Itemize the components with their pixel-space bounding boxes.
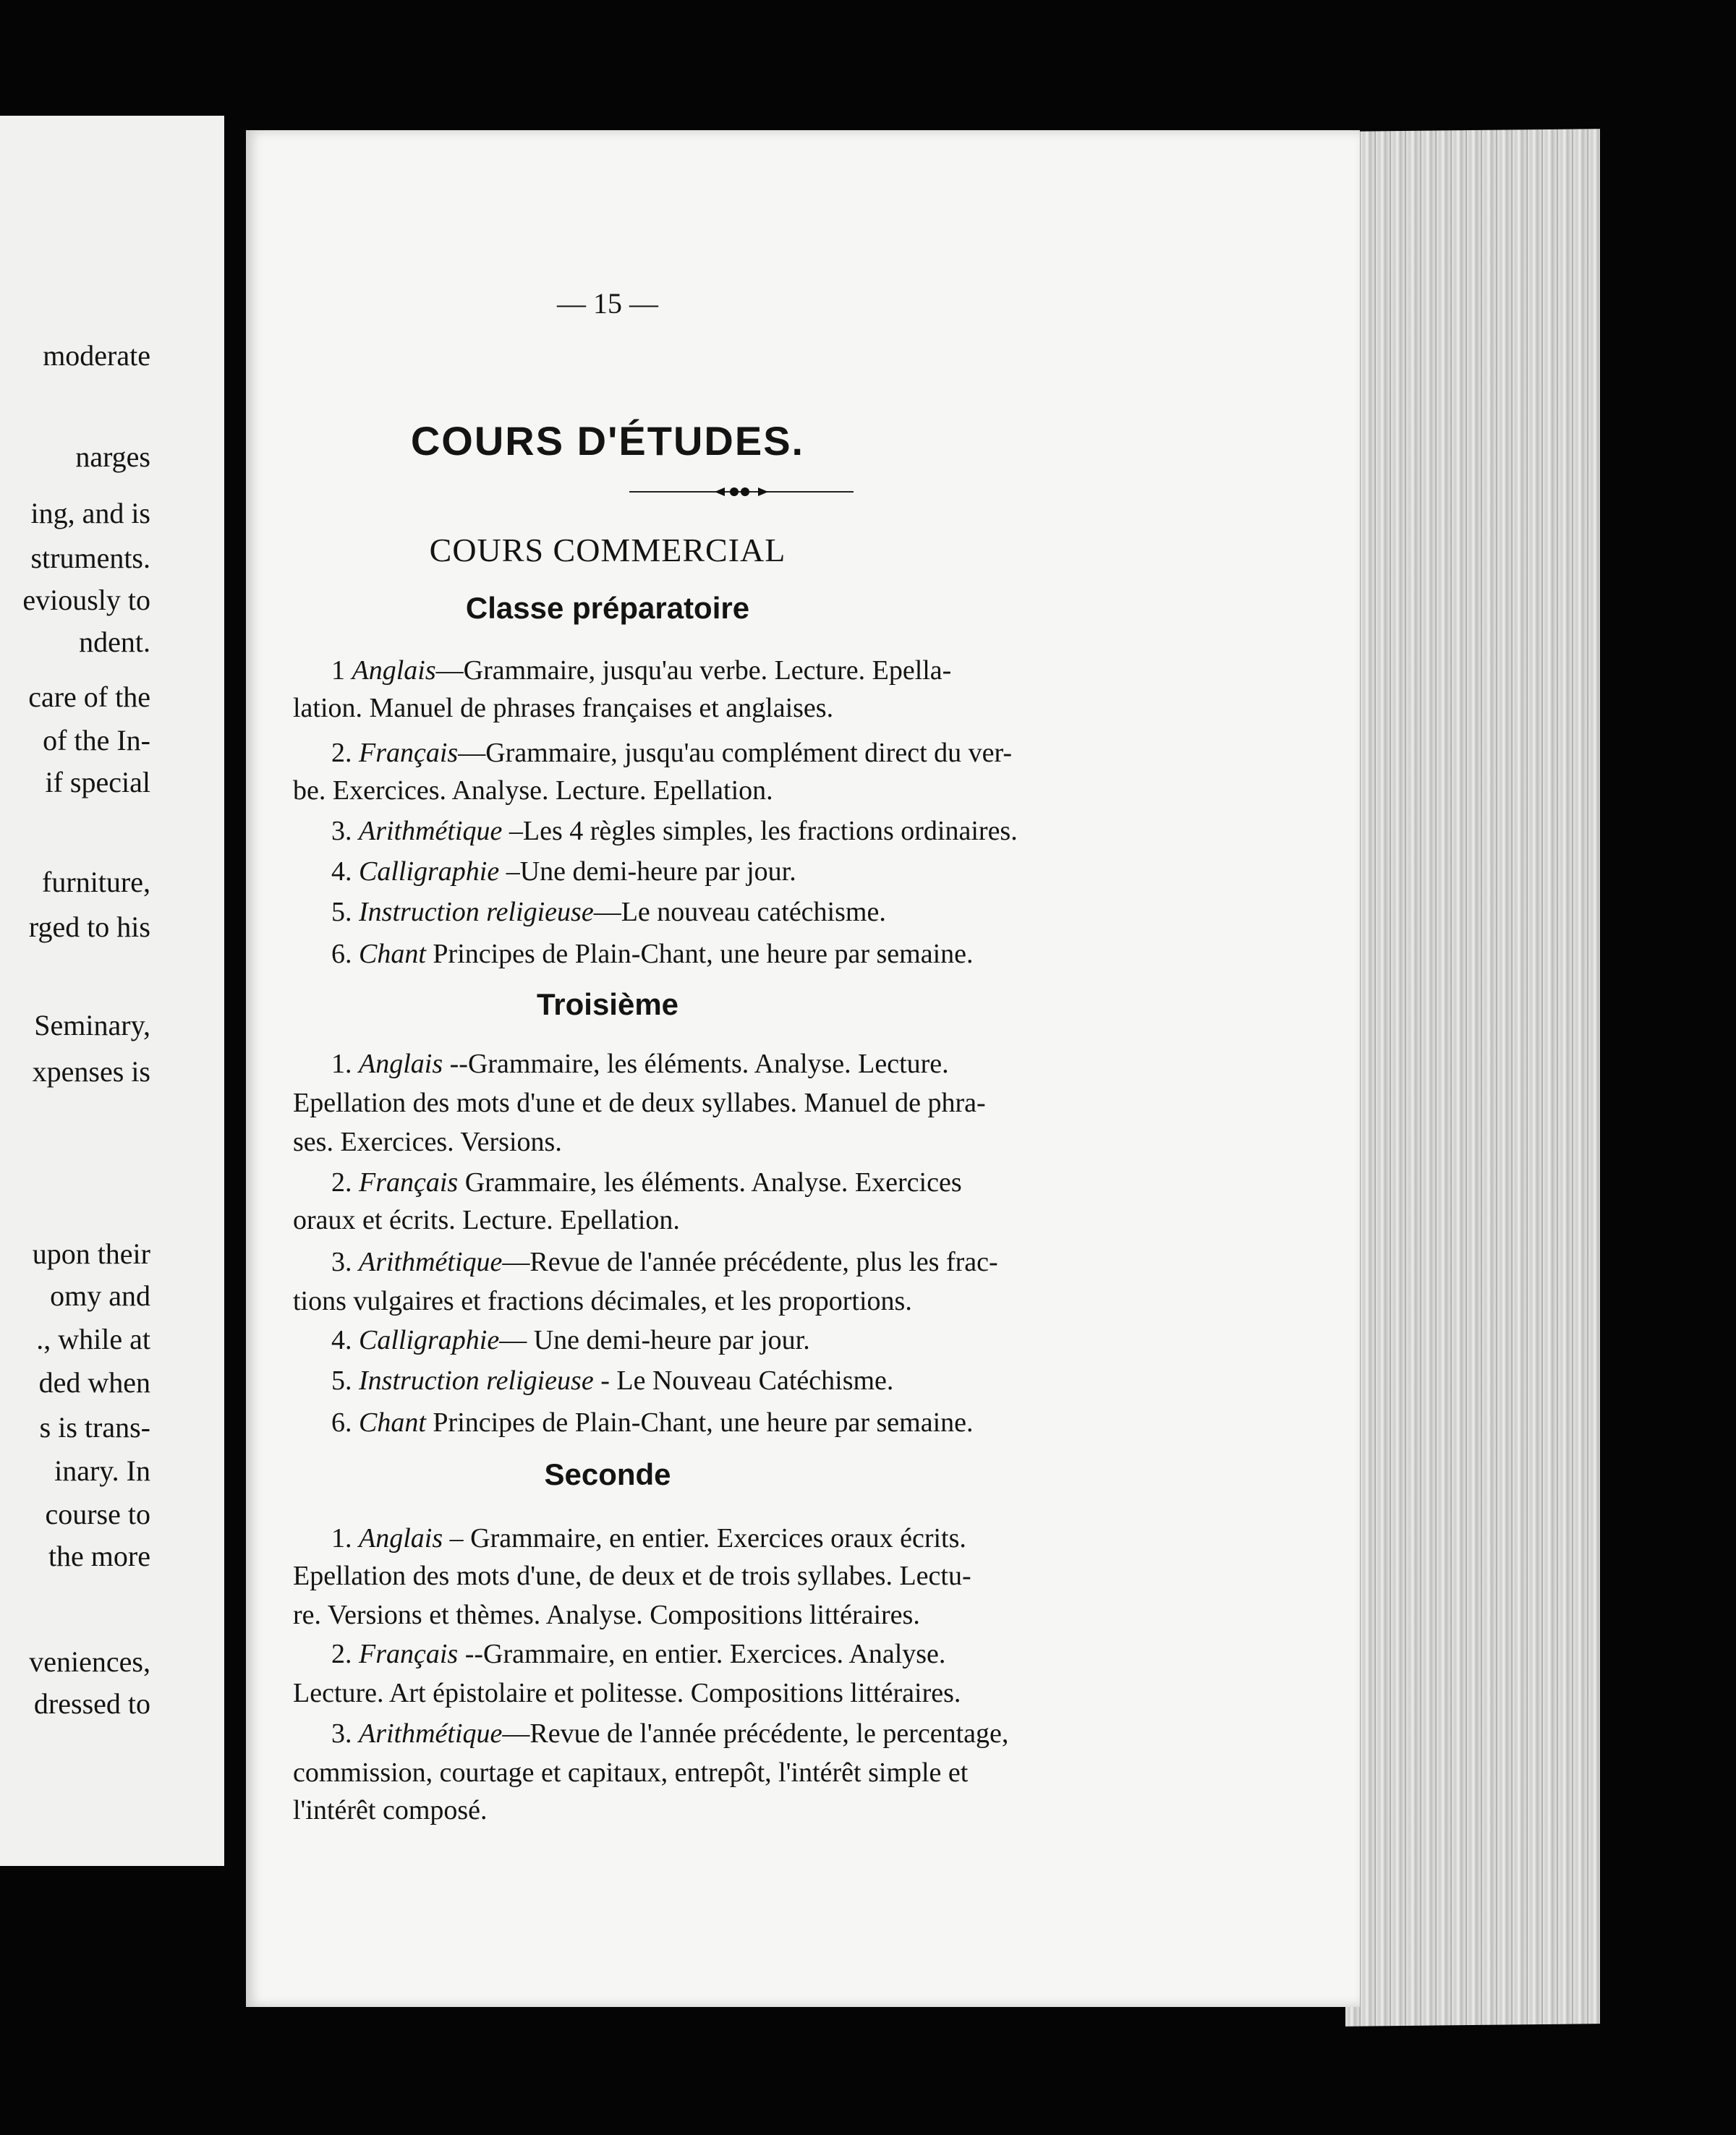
item-text: Principes de Plain-Chant, une heure par semaine.: [433, 939, 974, 969]
course-item-continuation: be. Exercices. Analyse. Lecture. Epellation.: [293, 775, 773, 806]
item-text: Grammaire, jusqu'au verbe. Lecture. Epella-: [463, 655, 952, 686]
left-page-line: dressed to: [33, 1687, 150, 1720]
left-page-line: furniture,: [42, 866, 150, 898]
item-text: Le Nouveau Catéchisme.: [616, 1365, 894, 1396]
item-subject: Calligraphie: [359, 856, 500, 887]
course-item-continuation: re. Versions et thèmes. Analyse. Compositions littéraires.: [293, 1600, 920, 1630]
left-page-line: xpenses is: [32, 1055, 150, 1088]
item-text: Revue de l'année précédente, plus les frac-: [529, 1247, 998, 1277]
subsection-heading: Seconde: [544, 1457, 671, 1491]
course-item: [331, 657, 951, 684]
item-text: Grammaire, les éléments. Analyse. Exercices: [464, 1167, 962, 1198]
course-item: [331, 858, 796, 885]
item-number: 1: [331, 655, 352, 686]
left-page-line: ndent.: [79, 626, 150, 658]
subsection-heading: Classe préparatoire: [465, 591, 750, 625]
course-item: [331, 817, 1018, 845]
left-page-line: of the In-: [43, 724, 150, 757]
item-separator: —: [593, 897, 621, 927]
item-subject: Calligraphie: [359, 1325, 500, 1355]
course-item: [331, 1326, 810, 1354]
item-number: 3.: [331, 816, 359, 846]
course-item: [331, 1169, 962, 1196]
item-subject: Instruction religieuse: [359, 1365, 594, 1396]
left-page-line: moderate: [43, 339, 150, 372]
item-number: 3.: [331, 1247, 359, 1277]
item-subject: Anglais: [359, 1049, 443, 1079]
course-item-continuation: ses. Exercices. Versions.: [293, 1127, 562, 1157]
left-page-line: upon their: [32, 1237, 150, 1270]
item-text: Principes de Plain-Chant, une heure par semaine.: [433, 1407, 974, 1438]
left-page-line: struments.: [30, 542, 150, 574]
page-title: COURS D'ÉTUDES.: [410, 418, 805, 464]
item-text: Le nouveau catéchisme.: [621, 897, 886, 927]
item-separator: –: [499, 856, 520, 887]
left-page-line: if special: [45, 766, 150, 798]
course-item-continuation: oraux et écrits. Lecture. Epellation.: [293, 1205, 680, 1235]
item-separator: —: [502, 1247, 530, 1277]
item-separator: –: [502, 816, 523, 846]
item-separator: -: [593, 1365, 617, 1396]
course-item: [331, 940, 974, 968]
item-text: Une demi-heure par jour.: [533, 1325, 810, 1355]
left-page-line: care of the: [28, 681, 150, 713]
item-separator: —: [502, 1718, 530, 1749]
item-subject: Arithmétique: [359, 1247, 503, 1277]
item-number: 5.: [331, 1365, 359, 1396]
left-page-line: omy and: [50, 1279, 150, 1312]
item-text: Grammaire, en entier. Exercices oraux écrits.: [470, 1523, 966, 1554]
page-number: — 15 —: [557, 287, 658, 320]
item-subject: Français: [359, 1639, 459, 1669]
item-subject: Arithmétique: [359, 1718, 503, 1749]
left-page-line: ded when: [38, 1366, 150, 1399]
item-subject: Anglais: [352, 655, 436, 686]
item-separator: —: [458, 738, 486, 768]
item-subject: Français: [359, 738, 459, 768]
item-subject: Chant: [359, 939, 426, 969]
item-number: 1.: [331, 1049, 359, 1079]
course-item: [331, 1640, 945, 1668]
course-item: [331, 1409, 974, 1436]
item-separator: —: [499, 1325, 534, 1355]
left-page-line: narges: [75, 440, 150, 473]
item-subject: Chant: [359, 1407, 426, 1438]
item-number: 6.: [331, 1407, 359, 1438]
course-item-continuation: Lecture. Art épistolaire et politesse. Compositions littéraires.: [293, 1678, 961, 1708]
item-text: Grammaire, jusqu'au complément direct du ver-: [485, 738, 1013, 768]
course-item: [331, 1248, 998, 1276]
book-page-edge: [1345, 129, 1600, 2027]
left-page-line: inary. In: [54, 1454, 150, 1487]
item-number: 1.: [331, 1523, 359, 1554]
left-page-line: ., while at: [36, 1323, 150, 1355]
course-item-continuation: lation. Manuel de phrases françaises et anglaises.: [293, 693, 834, 723]
item-separator: [426, 939, 433, 969]
item-text: Revue de l'année précédente, le percentage,: [529, 1718, 1009, 1749]
course-item-continuation: commission, courtage et capitaux, entrepôt, l'intérêt simple et: [293, 1757, 969, 1788]
left-page-line: veniences,: [29, 1645, 150, 1678]
item-number: 2.: [331, 1639, 359, 1669]
item-number: 3.: [331, 1718, 359, 1749]
item-text: Grammaire, les éléments. Analyse. Lecture.: [467, 1049, 949, 1079]
item-text: Une demi-heure par jour.: [519, 856, 796, 887]
course-item: [331, 1367, 893, 1394]
item-number: 4.: [331, 1325, 359, 1355]
course-item: [331, 1720, 1008, 1747]
item-separator: --: [458, 1639, 484, 1669]
left-page-line: eviously to: [22, 584, 150, 616]
course-item-continuation: Epellation des mots d'une, de deux et de trois syllabes. Lectu-: [293, 1561, 971, 1591]
item-number: 6.: [331, 939, 359, 969]
ornament-divider-icon: [629, 483, 854, 500]
item-subject: Anglais: [359, 1523, 443, 1554]
item-separator: [458, 1167, 465, 1198]
item-separator: –: [443, 1523, 471, 1554]
left-page-line: Seminary,: [34, 1009, 150, 1041]
left-page-line: ing, and is: [30, 497, 150, 529]
course-item: [331, 1050, 949, 1078]
left-page-line: s is trans-: [39, 1411, 150, 1444]
course-item: [331, 898, 886, 926]
course-item-continuation: Epellation des mots d'une et de deux syllabes. Manuel de phra-: [293, 1088, 986, 1118]
section-title: COURS COMMERCIAL: [429, 532, 786, 568]
item-subject: Instruction religieuse: [359, 897, 594, 927]
item-number: 4.: [331, 856, 359, 887]
subsection-heading: Troisième: [536, 987, 679, 1021]
left-page-line: the more: [48, 1540, 150, 1572]
course-item: [331, 1525, 966, 1552]
item-separator: —: [435, 655, 464, 686]
item-subject: Français: [359, 1167, 459, 1198]
left-page-line: rged to his: [28, 911, 150, 943]
item-text: Grammaire, en entier. Exercices. Analyse.: [483, 1639, 946, 1669]
item-subject: Arithmétique: [359, 816, 503, 846]
course-item: [331, 739, 1012, 767]
item-separator: [426, 1407, 433, 1438]
item-number: 2.: [331, 738, 359, 768]
item-number: 2.: [331, 1167, 359, 1198]
item-text: Les 4 règles simples, les fractions ordinaires.: [522, 816, 1018, 846]
item-separator: --: [443, 1049, 468, 1079]
course-item-continuation: l'intérêt composé.: [293, 1795, 488, 1825]
course-item-continuation: tions vulgaires et fractions décimales, et les proportions.: [293, 1286, 912, 1316]
item-number: 5.: [331, 897, 359, 927]
left-page-line: course to: [45, 1498, 150, 1530]
